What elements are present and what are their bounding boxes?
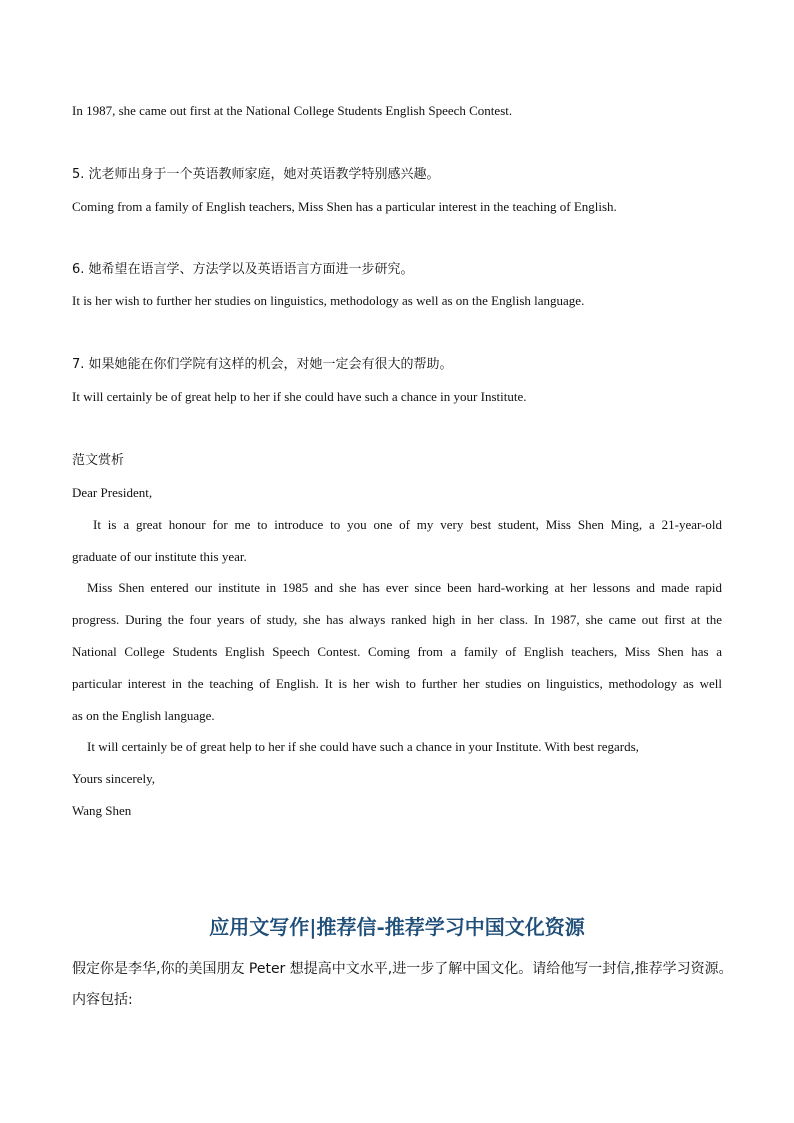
translation-line-1987: In 1987, she came out first at the National College Students English Speech Contest. <box>72 103 513 118</box>
item-6-chinese: 6. 她希望在语言学、方法学以及英语语言方面进一步研究。 <box>72 262 414 277</box>
item-7-chinese: 7. 如果她能在你们学院有这样的机会，对她一定会有很大的帮助。 <box>72 357 453 372</box>
task-prompt: 假定你是李华,你的美国朋友 Peter 想提高中文水平,进一步了解中国文化。请给他写一封信,推荐学习资源。 <box>72 961 733 977</box>
sample-heading: 范文赏析 <box>72 453 125 468</box>
item-7-english: It will certainly be of great help to her if she could have such a chance in your Institute. <box>72 389 527 404</box>
item-5-english: Coming from a family of English teachers, Miss Shen has a particular interest in the teaching of English. <box>72 199 617 214</box>
item-5-chinese: 5. 沈老师出身于一个英语教师家庭，她对英语教学特别感兴趣。 <box>72 167 440 182</box>
letter-para2-line1: Miss Shen entered our institute in 1985 and she has ever since been hard-working at her lessons and made rapid <box>87 580 722 595</box>
letter-closing: Yours sincerely, <box>72 771 156 786</box>
section-title: 应用文写作|推荐信-推荐学习中国文化资源 <box>209 915 585 939</box>
item-6-english: It is her wish to further her studies on linguistics, methodology as well as on the English language. <box>72 293 585 308</box>
letter-para2-line4: particular interest in the teaching of English. It is her wish to further her studies on linguistics, methodology as well <box>72 676 722 691</box>
letter-para1-line2: graduate of our institute this year. <box>72 549 247 564</box>
letter-para2-line2: progress. During the four years of study, she has always ranked high in her class. In 1987, she came out first at the <box>72 612 722 627</box>
letter-para3: It will certainly be of great help to her if she could have such a chance in your Institute. With best regards, <box>87 739 639 754</box>
letter-para2-line5: as on the English language. <box>72 708 215 723</box>
letter-signature: Wang Shen <box>72 803 132 818</box>
content-label: 内容包括: <box>72 992 133 1008</box>
letter-para2-line3: National College Students English Speech Contest. Coming from a family of English teachers, Miss Shen has a <box>72 644 722 659</box>
letter-para1-line1: It is a great honour for me to introduce to you one of my very best student, Miss Shen Ming, a 21-year-old <box>93 517 722 532</box>
letter-salutation: Dear President, <box>72 485 153 500</box>
